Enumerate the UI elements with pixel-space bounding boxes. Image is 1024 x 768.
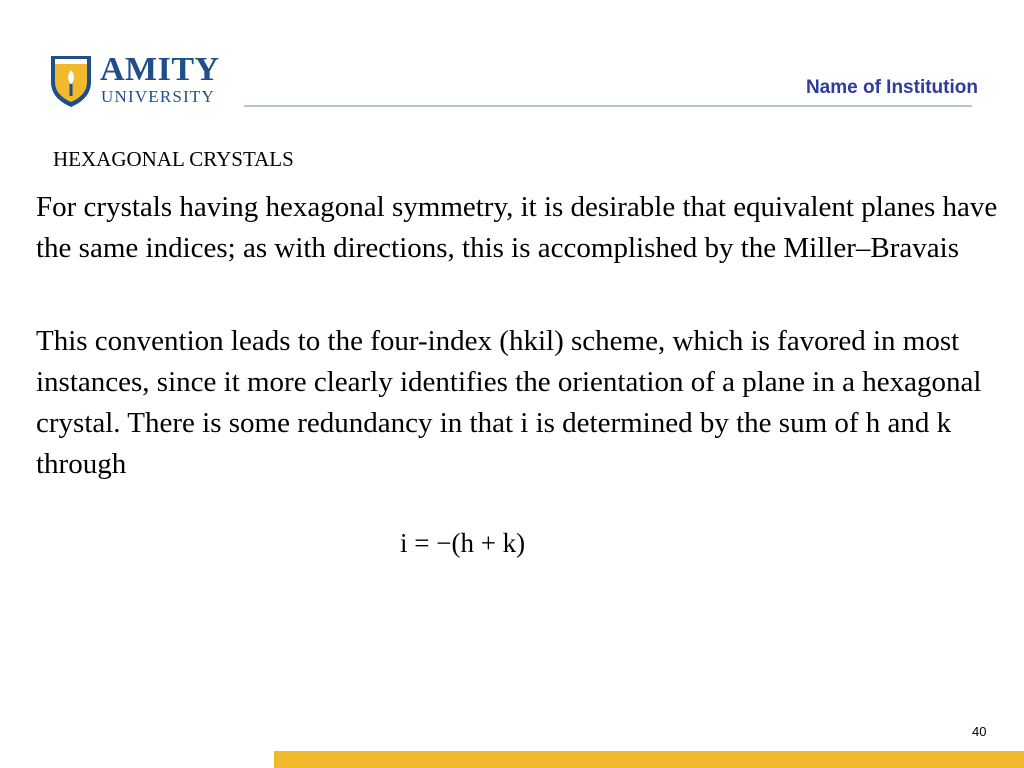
paragraph-1: For crystals having hexagonal symmetry, it is desirable that equivalent planes have the same indices; as with directions, this is accomplished by the Miller–Bravais (36, 191, 998, 264)
logo-subtitle: UNIVERSITY (101, 87, 215, 106)
page-number: 40 (972, 724, 987, 739)
footer-bar (274, 751, 1024, 768)
header-divider (244, 105, 972, 107)
institution-name: Name of Institution (805, 77, 978, 98)
torch-handle (70, 84, 73, 96)
equation: i = −(h + k) (400, 528, 526, 558)
paragraph-2: This convention leads to the four-index (hkil) scheme, which is favored in most instances, since it more clearly identifies the orientation of a plane in a hexagonal crystal. There is some redundancy in that i is determined by the sum of h and k through (36, 325, 982, 480)
shield-icon (48, 52, 94, 108)
university-logo (48, 52, 228, 112)
shield-top-band (55, 59, 87, 64)
logo-name: AMITY (100, 51, 220, 88)
section-title: HEXAGONAL CRYSTALS (53, 147, 294, 171)
